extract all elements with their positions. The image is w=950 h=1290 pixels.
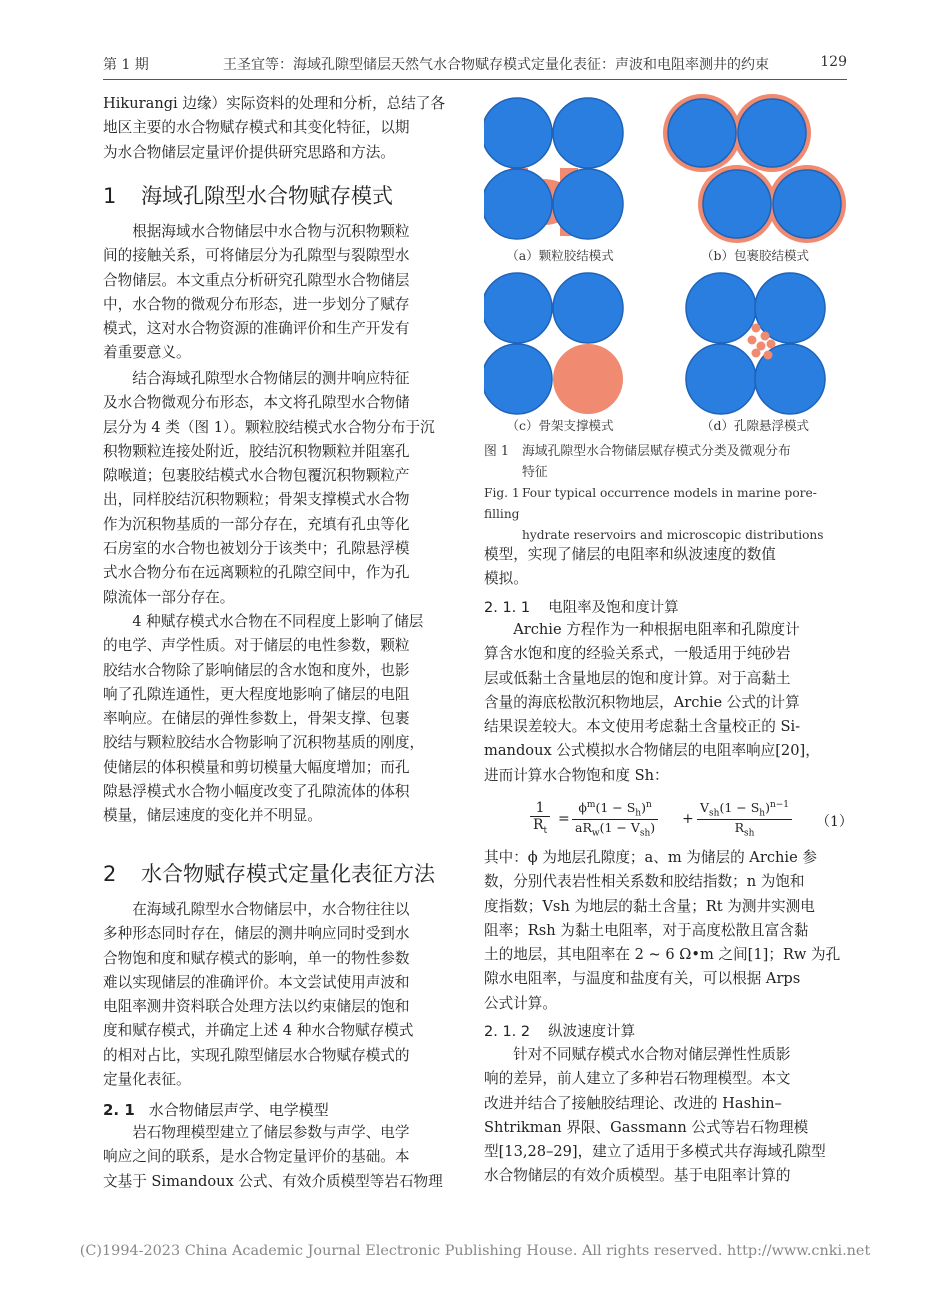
hydrate-particle (767, 340, 776, 349)
figure-1-caption: 图 1 海域孔隙型水合物储层赋存模式分类及微观分布 特征 Fig. 1 Four typical occurrence models in marine pore-filling hydrate reservoirs and microscopic distributions (484, 444, 824, 542)
section-1-paragraph-3: 4 种赋存模式水合物在不同程度上影响了储层 的电学、声学性质。对于储层的电性参数，颗粒 胶结水合物除了影响储层的含水饱和度外，也影 响了孔隙连通性，更大程度地影响了储层的电阻 率响应。在储层的弹性参数上，骨架支撑、包裹 胶结与颗粒胶结水合物影响了沉积物基质的刚度， 使储层的体积模量和剪切模量大幅度增加；而孔 隙悬浮模式水合物小幅度改变了孔隙流体的体积 模量，储层速度的变化并不明显。 (103, 613, 425, 825)
sediment-grain (686, 273, 756, 343)
intro-paragraph: Hikurangi 边缘）实际资料的处理和分析，总结了各 地区主要的水合物赋存模式和其变化特征，以期 为水合物储层定量评价提供研究思路和方法。 (103, 95, 446, 161)
panel-d-caption: （d）孔隙悬浮模式 (700, 418, 809, 433)
panel-b-envelope-cementing (663, 94, 846, 243)
sediment-grain (686, 344, 756, 414)
sediment-grain (484, 169, 552, 239)
right-paragraph-continuation: 模型，实现了储层的电阻率和纵波速度的数值 模拟。 (484, 546, 776, 588)
section-2-1-paragraph: 岩石物理模型建立了储层参数与声学、电学 响应之间的联系，是水合物定量评价的基础。本 文基于 Simandoux 公式、有效介质模型等岩石物理 (103, 1124, 443, 1190)
sediment-grain (484, 344, 552, 414)
equation-1: $\frac{1}{R_t}$ = $\phi^m(1 - S_h)^n$ $aR_w(1 - V_{sh})$ + $V_{sh}(1 - S_h)^{n-1}$ $R_{sh}$ （1） (520, 798, 850, 848)
sediment-grain (553, 98, 623, 168)
hydrate-particle (752, 349, 761, 358)
sediment-grain (484, 273, 552, 343)
issue-number: 第 1 期 (103, 57, 149, 73)
figure-1-drawing (484, 92, 848, 437)
equation-number: （1） (816, 814, 853, 830)
section-2-1-1-paragraph: Archie 方程作为一种根据电阻率和孔隙度计 算含水饱和度的经验关系式，一般适用于纯砂岩 层或低黏土含量地层的饱和度计算。对于高黏土 含量的海底松散沉积物地层，Archie 公式的计算 结果误差较大。本文使用考虑黏土含量校正的 Si- mandoux 公式模拟水合物储层的电阻率响应[20]， 进而计算水合物饱和度 Sh： (484, 621, 820, 784)
section-1-paragraph-1: 根据海域水合物储层中水合物与沉积物颗粒 间的接触关系，可将储层分为孔隙型与裂隙型水 合物储层。本文重点分析研究孔隙型水合物储层 中，水合物的微观分布形态，进一步划分了赋存 模式，这对水合物资源的准确评价和生产开发有 着重要意义。 (103, 223, 410, 362)
section-1-heading: 1 海域孔隙型水合物赋存模式 (103, 184, 393, 208)
sediment-grain (553, 169, 623, 239)
sediment-grain (484, 98, 552, 168)
sediment-grain (773, 170, 841, 238)
page-number: 129 (820, 54, 847, 70)
running-title: 王圣宜等：海域孔隙型储层天然气水合物赋存模式定量化表征：声波和电阻率测井的约束 (223, 57, 769, 73)
panel-a-caption: （a）颗粒胶结模式 (506, 248, 614, 263)
hydrate-grain (553, 344, 623, 414)
panel-c-frame-supporting (484, 273, 623, 414)
section-2-1-heading: 2. 1 水合物储层声学、电学模型 (103, 1101, 329, 1119)
hydrate-particle (764, 351, 773, 360)
sediment-grain (738, 99, 806, 167)
header-rule (103, 79, 847, 80)
section-2-1-1-heading: 2. 1. 1 电阻率及饱和度计算 (484, 600, 679, 616)
hydrate-particle (752, 324, 761, 333)
sediment-grain (668, 99, 736, 167)
sediment-grain (703, 170, 771, 238)
hydrate-particle (761, 332, 770, 341)
figure-1 (484, 92, 848, 437)
section-2-heading: 2 水合物赋存模式定量化表征方法 (103, 862, 435, 886)
panel-a-grain-cementing (484, 98, 623, 239)
section-2-paragraph-1: 在海域孔隙型水合物储层中，水合物往往以 多种形态同时存在，储层的测井响应同时受到水 合物饱和度和赋存模式的影响，单一的物性参数 难以实现储层的准确评价。本文尝试使用声波和 电阻率测井资料联合处理方法以约束储层的饱和 度和赋存模式，并确定上述 4 种水合物赋存模式 的相对占比，实现孔隙型储层水合物赋存模式的 定量化表征。 (103, 901, 414, 1089)
copyright-footer: (C)1994-2023 China Academic Journal Electronic Publishing House. All rights reserved. http://www.cnki.net (79, 1243, 871, 1259)
equation-explanation: 其中：ϕ 为地层孔隙度；a、m 为储层的 Archie 参 数，分别代表岩性相关系数和胶结指数；n 为饱和 度指数；Vsh 为地层的黏土含量；Rt 为测井实测电 阻率；Rsh 为黏土电阻率，对于高度松散且富含黏 土的地层，其电阻率在 2 ~ 6 Ω•m 之间[1]；Rw 为孔 隙水电阻率，与温度和盐度有关，可以根据 Arps 公式计算。 (484, 849, 841, 1012)
section-1-paragraph-2: 结合海域孔隙型水合物储层的测井响应特征 及水合物微观分布形态，本文将孔隙型水合物储 层分为 4 类（图 1）。颗粒胶结模式水合物分布于沉 积物颗粒连接处附近，胶结沉积物颗粒并阻塞孔 隙喉道；包裹胶结模式水合物包覆沉积物颗粒产 出，同样胶结沉积物颗粒；骨架支撑模式水合物 作为沉积物基质的一部分存在，充填有孔虫等化 石房室的水合物也被划分于该类中；孔隙悬浮模 式水合物分布在远离颗粒的孔隙空间中，作为孔 隙流体一部分存在。 (103, 370, 435, 606)
panel-d-pore-floating (686, 273, 825, 414)
hydrate-particle (748, 336, 757, 345)
panel-c-caption: （c）骨架支撑模式 (506, 418, 614, 433)
section-2-1-2-paragraph: 针对不同赋存模式水合物对储层弹性性质影 响的差异，前人建立了多种岩石物理模型。本文 改进并结合了接触胶结理论、改进的 Hashin– Shtrikman 界限、Gassmann 公式等岩石物理模 型[13,28–29]，建立了适用于多模式共存海域孔隙型 水合物储层的有效介质模型。基于电阻率计算的 (484, 1046, 826, 1185)
section-2-1-2-heading: 2. 1. 2 纵波速度计算 (484, 1024, 636, 1040)
panel-b-caption: （b）包裹胶结模式 (700, 248, 809, 263)
running-header (103, 50, 847, 76)
sediment-grain (553, 273, 623, 343)
